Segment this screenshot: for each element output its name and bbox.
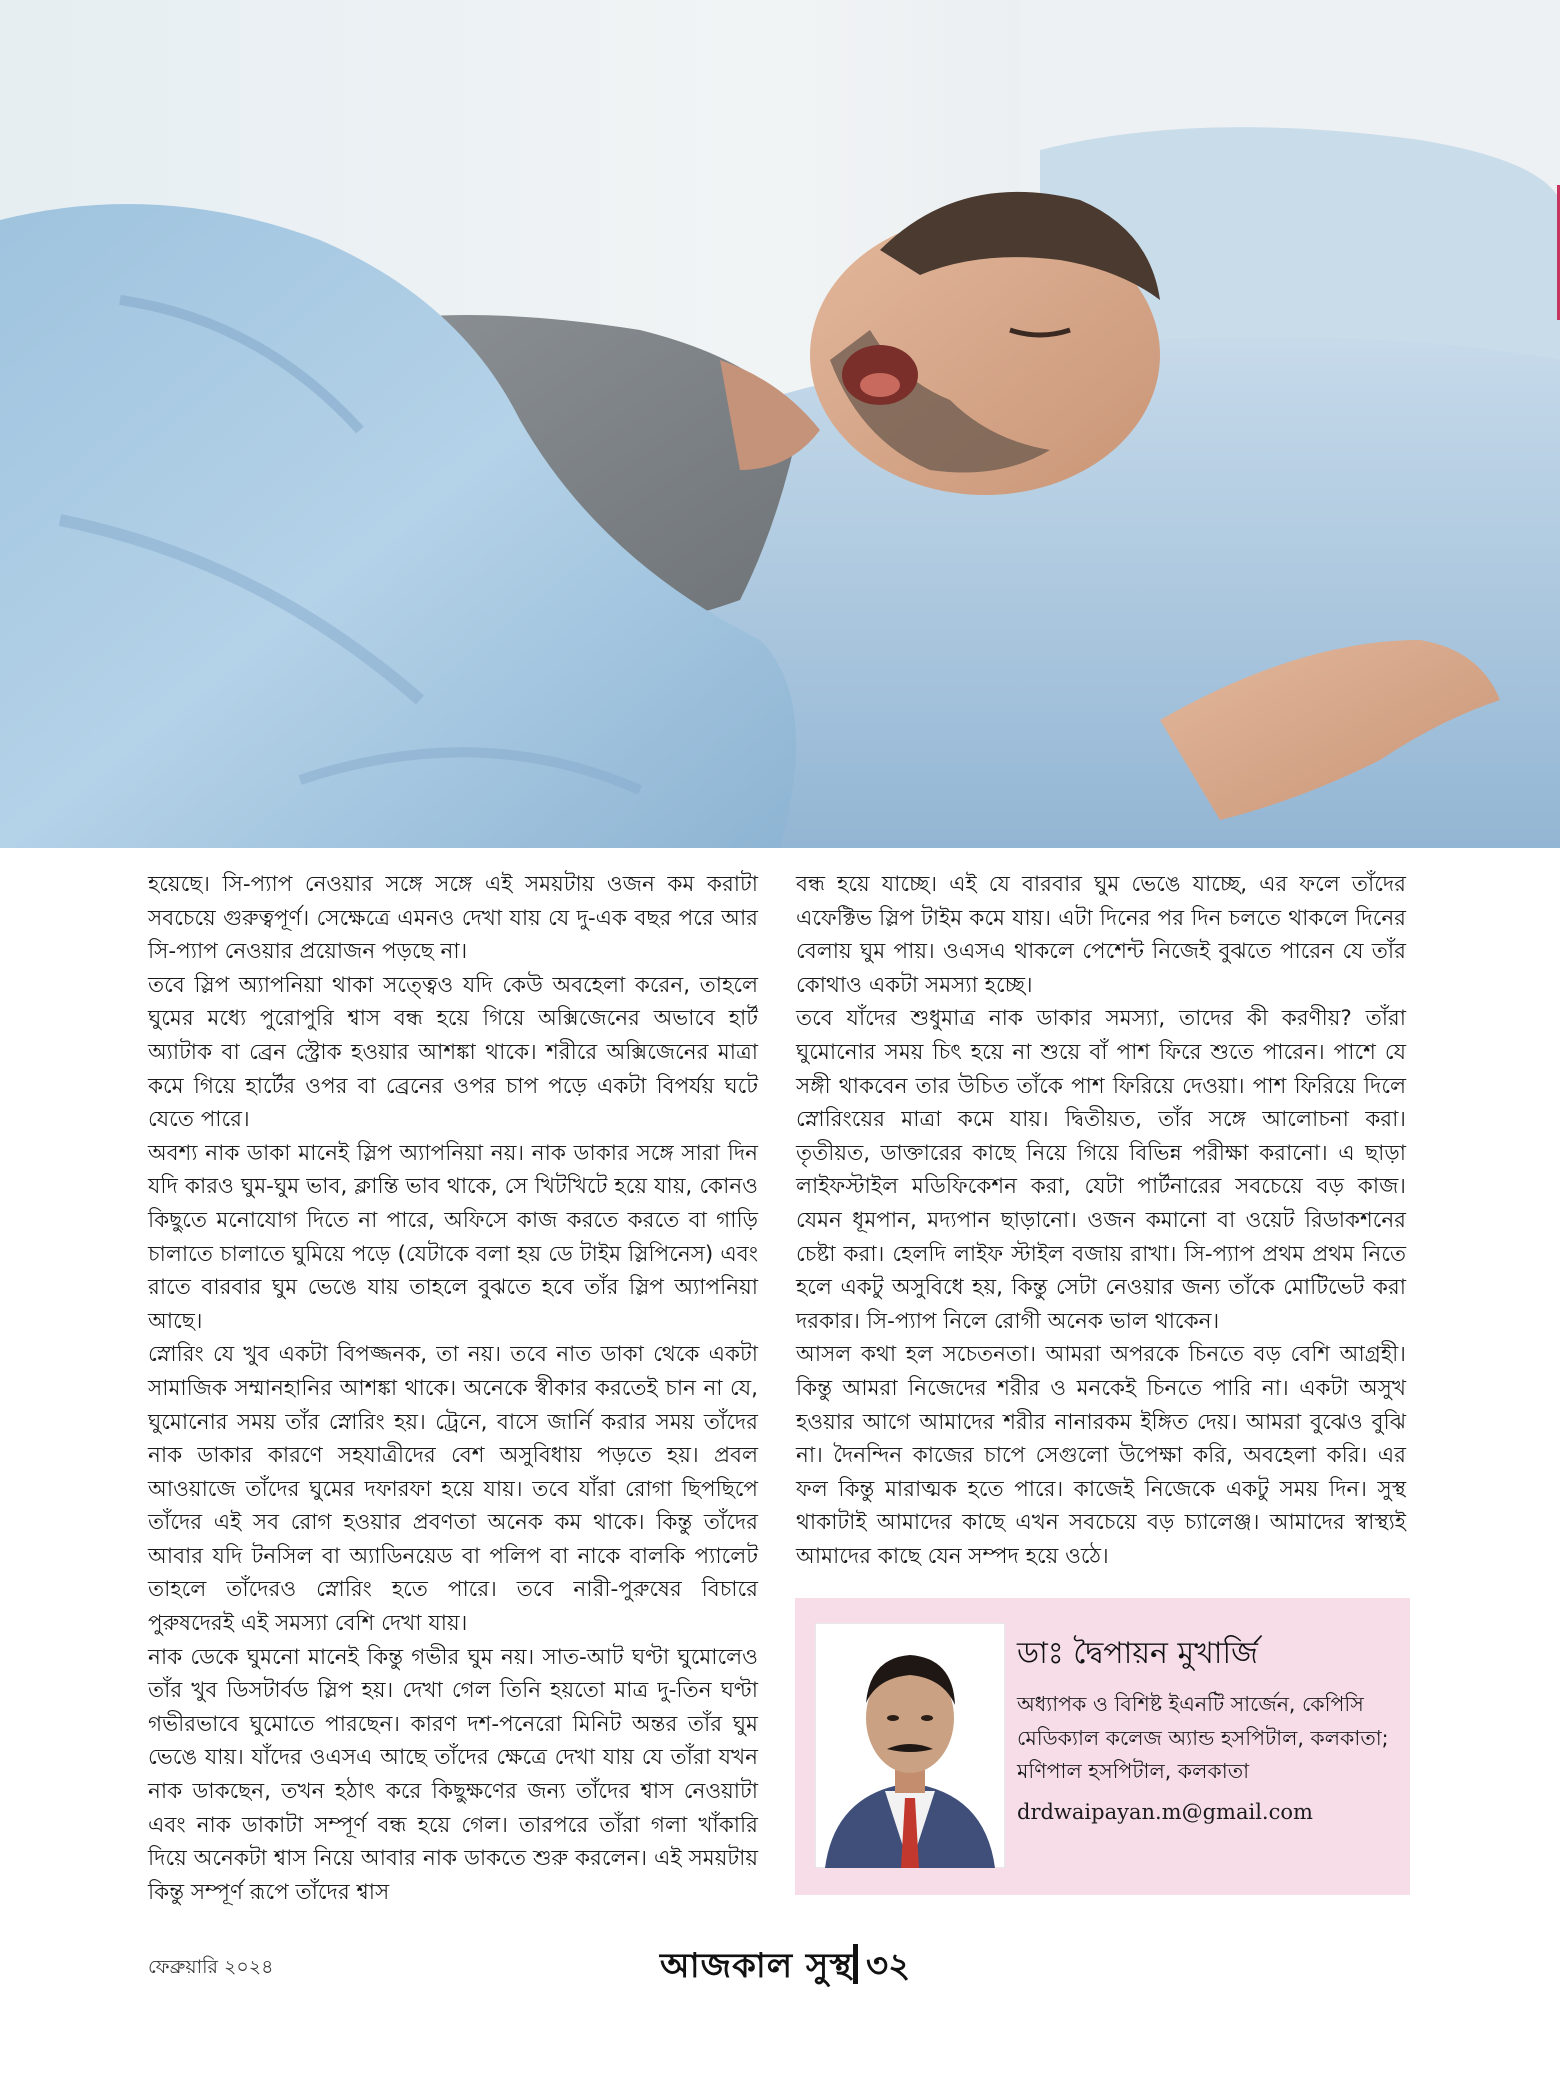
author-name: ডাঃ দ্বৈপায়ন মুখার্জি <box>1017 1636 1258 1671</box>
footer-issue-date: ফেব্রুয়ারি ২০২৪ <box>148 1956 274 1978</box>
page-number: ৩২ <box>866 1946 911 1986</box>
article-paragraph: অবশ্য নাক ডাকা মানেই স্লিপ অ্যাপনিয়া নয়। নাক ডাকার সঙ্গে সারা দিন যদি কারও ঘুম-ঘুম ভাব, ক্লান্তি ভাব থাকে, সে খিটখিটে হয়ে যায়, কোনও কিছুতে মনোযোগ দিতে না পারে, অফিসে কাজ করতে করতে বা গাড়ি চালাতে চালাতে ঘুমিয়ে পড়ে (যেটাকে বলা হয় ডে টাইম স্লিপিনেস) এবং রাতে বারবার ঘুম ভেঙে যায় তাহলে বুঝতে হবে তাঁর স্লিপ অ্যাপনিয়া আছে। <box>148 1140 758 1334</box>
article-paragraph: তবে স্লিপ অ্যাপনিয়া থাকা সত্ত্বেও যদি কেউ অবহেলা করেন, তাহলে ঘুমের মধ্যে পুরোপুরি শ্বাস বন্ধ হয়ে গিয়ে অক্সিজেনের অভাবে হার্ট অ্যাটাক বা ব্রেন স্ট্রোক হওয়ার আশঙ্কা থাকে। শরীরে অক্সিজেনের মাত্রা কমে গিয়ে হার্টের ওপর বা ব্রেনের ওপর চাপ পড়ে একটা বিপর্যয় ঘটে যেতে পারে। <box>148 972 758 1133</box>
article-paragraph: বন্ধ হয়ে যাচ্ছে। এই যে বারবার ঘুম ভেঙে যাচ্ছে, এর ফলে তাঁদের এফেক্টিভ স্লিপ টাইম কমে যায়। এটা দিনের পর দিন চলতে থাকলে দিনের বেলায় ঘুম পায়। ওএসএ থাকলে পেশেন্ট নিজেই বুঝতে পারেন যে তাঁর কোথাও একটা সমস্যা হচ্ছে। <box>796 872 1406 998</box>
footer-brand-logo: আজকাল সুস্থ <box>660 1946 853 1986</box>
article-paragraph: হয়েছে। সি-প্যাপ নেওয়ার সঙ্গে সঙ্গে এই সময়টায় ওজন কম করাটা সবচেয়ে গুরুত্বপূর্ণ। সেক্ষেত্রে এমনও দেখা যায় যে দু-এক বছর পরে আর সি-প্যাপ নেওয়ার প্রয়োজন পড়ছে না। <box>148 872 758 965</box>
footer-divider <box>853 1944 858 1984</box>
hero-photo-sleeping-man <box>0 0 1560 848</box>
article-column-left <box>148 868 758 1909</box>
author-email[interactable]: drdwaipayan.m@gmail.com <box>1017 1800 1313 1824</box>
article-paragraph: আসল কথা হল সচেতনতা। আমরা অপরকে চিনতে বড় বেশি আগ্রহী। কিন্তু আমরা নিজেদের শরীর ও মনকেই চিনতে পারি না। একটা অসুখ হওয়ার আগে আমাদের শরীর নানারকম ইঙ্গিত দেয়। আমরা বুঝেও বুঝি না। দৈনন্দিন কাজের চাপে সেগুলো উপেক্ষা করি, অবহেলা করি। এর ফল কিন্তু মারাত্মক হতে পারে। কাজেই নিজেকে একটু সময় দিন। সুস্থ থাকাটাই আমাদের কাছে এখন সবচেয়ে বড় চ্যালেঞ্জ। আমাদের স্বাস্থ্যই আমাদের কাছে যেন সম্পদ হয়ে ওঠে। <box>796 1342 1406 1569</box>
author-info-box <box>795 1598 1410 1895</box>
article-paragraph: তবে যাঁদের শুধুমাত্র নাক ডাকার সমস্যা, তাদের কী করণীয়? তাঁরা ঘুমোনোর সময় চিৎ হয়ে না শুয়ে বাঁ পাশ ফিরে শুতে পারেন। পাশে যে সঙ্গী থাকবেন তার উচিত তাঁকে পাশ ফিরিয়ে দেওয়া। পাশ ফিরিয়ে দিলে স্নোরিংয়ের মাত্রা কমে যায়। দ্বিতীয়ত, তাঁর সঙ্গে আলোচনা করা। তৃতীয়ত, ডাক্তারের কাছে নিয়ে গিয়ে বিভিন্ন পরীক্ষা করানো। এ ছাড়া লাইফস্টাইল মডিফিকেশন করা, যেটা পার্টনারের সবচেয়ে বড় কাজ। যেমন ধূমপান, মদ্যপান ছাড়ানো। ওজন কমানো বা ওয়েট রিডাকশনের চেষ্টা করা। হেলদি লাইফ স্টাইল বজায় রাখা। সি-প্যাপ প্রথম প্রথম নিতে হলে একটু অসুবিধে হয়, কিন্তু সেটা নেওয়ার জন্য তাঁকে মোটিভেট করা দরকার। সি-প্যাপ নিলে রোগী অনেক ভাল থাকেন। <box>796 1006 1406 1334</box>
author-photo <box>815 1623 1005 1868</box>
author-description: অধ্যাপক ও বিশিষ্ট ইএনটি সার্জেন, কেপিসি মেডিক্যাল কলেজ অ্যান্ড হসপিটাল, কলকাতা; মণিপাল হসপিটাল, কলকাতা <box>1017 1692 1389 1783</box>
article-paragraph: স্নোরিং যে খুব একটা বিপজ্জনক, তা নয়। তবে নাত ডাকা থেকে একটা সামাজিক সম্মানহানির আশঙ্কা থাকে। অনেকে স্বীকার করতেই চান না যে, ঘুমোনোর সময় তাঁর স্নোরিং হয়। ট্রেনে, বাসে জার্নি করার সময় তাঁদের নাক ডাকার কারণে সহযাত্রীদের বেশ অসুবিধায় পড়তে হয়। প্রবল আওয়াজে তাঁদের ঘুমের দফারফা হয়ে যায়। তবে যাঁরা রোগা ছিপছিপে তাঁদের এই সব রোগ হওয়ার প্রবণতা অনেক কম থাকে। কিন্তু তাঁদের আবার যদি টনসিল বা অ্যাডিনয়েড বা পলিপ বা নাকে বালকি প্যালেট তাহলে তাঁদেরও স্নোরিং হতে পারে। তবে নারী-পুরুষের বিচারে পুরুষদেরই এই সমস্যা বেশি দেখা যায়। <box>148 1342 758 1637</box>
article-column-right <box>796 868 1406 1573</box>
article-paragraph: নাক ডেকে ঘুমনো মানেই কিন্তু গভীর ঘুম নয়। সাত-আট ঘণ্টা ঘুমোলেও তাঁর খুব ডিসটার্বড স্লিপ হয়। দেখা গেল তিনি হয়তো মাত্র দু-তিন ঘণ্টা গভীরভাবে ঘুমোতে পারছেন। কারণ দশ-পনেরো মিনিট অন্তর তাঁর ঘুম ভেঙে যায়। যাঁদের ওএসএ আছে তাঁদের ক্ষেত্রে দেখা যায় যে তাঁরা যখন নাক ডাকছেন, তখন হঠাৎ করে কিছুক্ষণের জন্য তাঁদের শ্বাস নেওয়াটা এবং নাক ডাকাটা সম্পূর্ণ বন্ধ হয়ে গেল। তারপরে তাঁরা গলা খাঁকারি দিয়ে অনেকটা শ্বাস নিয়ে আবার নাক ডাকতে শুরু করলেন। এই সময়টায় কিন্তু সম্পূর্ণ রূপে তাঁদের শ্বাস <box>148 1644 758 1905</box>
